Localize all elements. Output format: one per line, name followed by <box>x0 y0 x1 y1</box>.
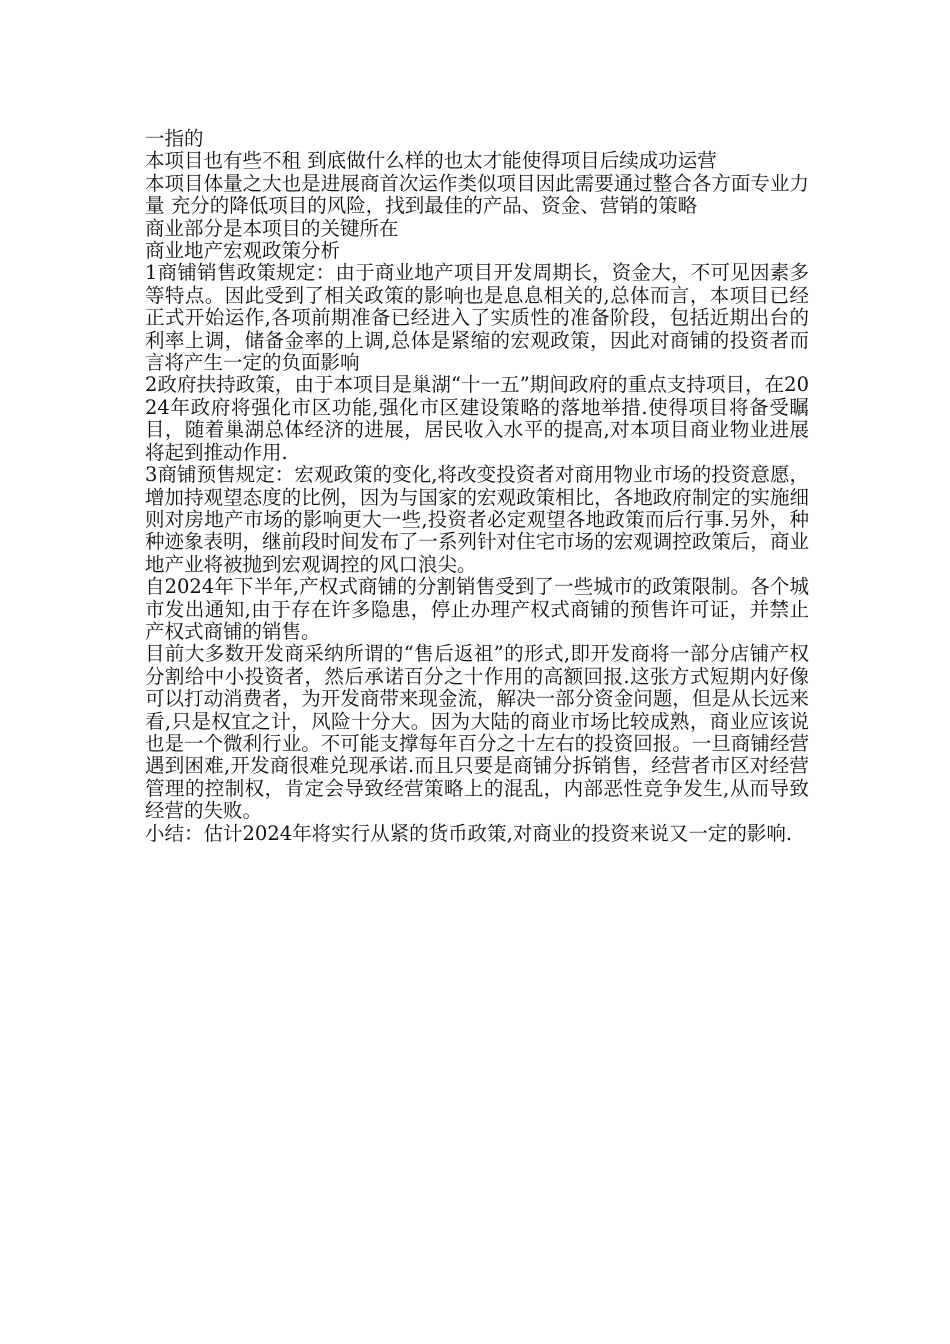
paragraph-leaseback-risk: 目前大多数开发商采纳所谓的“售后返祖”的形式,即开发商将一部分店铺产权分割给中小投资者，然后承诺百分之十作用的高额回报.这张方式短期内好像可以打动消费者，为开发商带来现金流，解决一部分资金问题，但是从长远来看,只是权宜之计，风险十分大。因为大陆的商业市场比较成熟，商业应该说也是一个微利行业。不可能支撑每年百分之十左右的投资回报。一旦商铺经营遇到困难,开发商很难兑现承诺.而且只要是商铺分拆销售，经营者市区对经营管理的控制权，肯定会导致经营策略上的混乱，内部恶性竞争发生,从而导致经营的失败。 <box>145 642 809 823</box>
paragraph-project-question: 本项目也有些不租 到底做什么样的也太才能使得项目后续成功运营 <box>145 149 717 173</box>
paragraph-project-scale: 本项目体量之大也是进展商首次运作类似项目因此需要通过整合各方面专业力量 充分的降低项目的风险，找到最佳的产品、资金、营销的策略 <box>145 171 809 218</box>
paragraph-commercial-key: 商业部分是本项目的关键所在 <box>145 216 399 240</box>
paragraph-sales-policy: 1商铺销售政策规定：由于商业地产项目开发周期长，资金大，不可见因素多等特点。因此受到了相关政策的影响也是息息相关的,总体而言，本项目已经正式开始运作,各项前期准备已经进入了实质性的准备阶段，包括近期出台的利率上调，储备金率的上调,总体是紧缩的宏观政策，因此对商铺的投资者而言将产生一定的负面影响 <box>145 261 809 375</box>
paragraph-property-split-sales: 自2024年下半年,产权式商铺的分割销售受到了一些城市的政策限制。各个城市发出通知,由于存在许多隐患，停止办理产权式商铺的预售许可证，并禁止产权式商铺的销售。 <box>145 575 809 643</box>
paragraph-presale-rules: 3商铺预售规定：宏观政策的变化,将改变投资者对商用物业市场的投资意愿，增加持观望态度的比例，因为与国家的宏观政策相比，各地政府制定的实施细则对房地产市场的影响更大一些,投资者必定观望各地政策而后行事.另外，种种迹象表明，继前段时间发布了一系列针对住宅市场的宏观调控政策后，商业地产业将被抛到宏观调控的风口浪尖。 <box>145 463 809 576</box>
paragraph-heading-fragment: 一指的 <box>145 127 204 150</box>
document-body <box>145 128 809 845</box>
section-title-policy-analysis: 商业地产宏观政策分析 <box>145 239 341 263</box>
paragraph-summary: 小结：估计2024年将实行从紧的货币政策,对商业的投资来说又一定的影响. <box>145 821 793 845</box>
paragraph-government-support: 2政府扶持政策，由于本项目是巢湖“十一五”期间政府的重点支持项目，在2024年政府将强化市区功能,强化市区建设策略的落地举措.使得项目将备受瞩目，随着巢湖总体经济的进展，居民收入水平的提高,对本项目商业物业进展将起到推动作用. <box>145 373 809 464</box>
